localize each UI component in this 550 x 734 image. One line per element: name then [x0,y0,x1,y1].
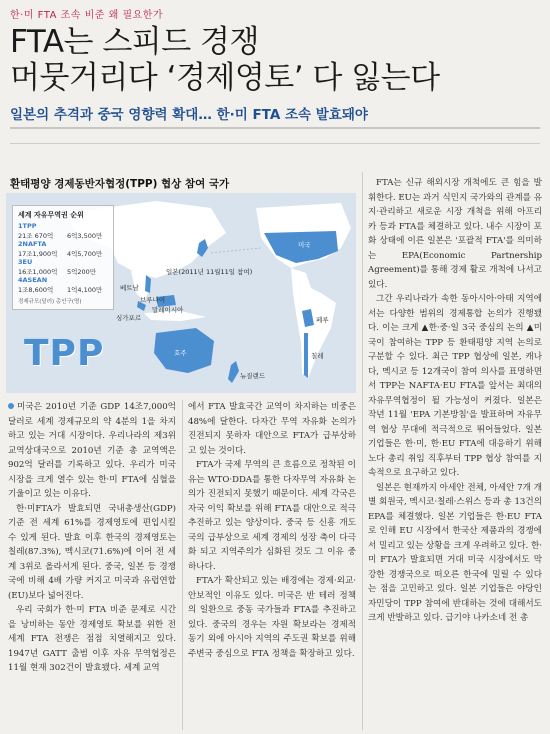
paragraph: 그간 우리나라가 속한 동아시아·아태 지역에서는 다양한 범위의 경제통합 논의가 진행됐다. 이는 크게 ▲한·중·일 3국 중심의 논의 ▲미국이 참여하는 TPP 등 환태평양 지역 논의로 구분할 수 있다. 최근 TPP 협상에 일본, 캐나다, 멕시코 등 12개국이 참여 의사를 표명하면서 TPP는 NAFTA·EU FTA를 앞서는 최대의 자유무역협정이 될 가능성이 커졌다. 일본은 작년 11월 'EPA 기본방침'을 발표하며 자유무역 협상 무대에 적극적으로 뛰어들었다. 일본 기업들은 한·미, 한·EU FTA에 대응하기 위해 노다 총리 취임 직후부터 TPP 협상 참여를 지속적으로 요구하고 있다. [368,294,542,478]
paragraph: FTA는 신규 해외시장 개척에도 큰 힘을 발휘한다. EU는 과거 식민지 국가와의 관계를 유지·관리하고 새로운 시장 개척을 위해 아프리카 등과 FTA를 체결하고 있다. 내수 시장이 포화 상태에 이른 일본은 '포괄적 FTA'를 의미하는 EPA(Economic Partnership Agreement)를 통해 경제 활로 개척에 나서고 있다. [368,178,542,290]
legend-row-economy: 17조1,900억 [18,250,58,258]
label-newzealand: 뉴질랜드 [240,372,266,380]
header-rule [10,127,540,129]
legend-row [18,222,110,240]
tpp-map [6,193,356,393]
legend-notes: 경제규모(달러) 총인구(명) [18,299,82,305]
article-column-3 [368,176,542,626]
label-singapore: 싱가포르 [116,314,142,322]
legend-row-population: 4억5,700만 [67,250,103,258]
paragraph: 일본은 현재까지 아세안 전체, 아세안 7개 개별 회원국, 멕시코·칠레·스위스 등과 총 13건의 EPA를 체결했다. 일본 기업들은 한·EU FTA로 인해 EU 시장에서 한국산 제품과의 경쟁에서 밀리고 있는 상황을 크게 우려하고 있다. 한·미 FTA가 발효되면 거대 미국 시장에서도 막강한 경쟁국으로 떠오른 한국에 밀릴 수 있다는 점을 고민하고 있다. 일본 기업들은 야당인 자민당이 TPP 참여에 반대하는 것에 대해서도 크게 반발하고 있다. 급기야 나카소네 전 총 [368,482,543,623]
legend-row-name: 3EU [18,258,33,266]
legend-row-economy: 16조1,000억 [18,268,58,276]
column-divider [182,400,183,730]
label-peru: 페루 [316,316,329,324]
headline-line-2: 머뭇거리다 ‘경제영토’ 다 잃는다 [10,60,440,96]
legend-row-name: 2NAFTA [18,240,47,248]
legend-title: 세계 자유무역권 순위 [18,211,84,219]
paragraph [8,400,176,502]
legend-row-population: 6억3,500만 [67,232,103,240]
map-legend [12,205,114,310]
legend-row-economy: 1조8,600억 [18,286,54,294]
article-column-1 [8,400,176,676]
legend-row [18,276,110,294]
legend-row-economy: 21조 670억 [18,232,54,240]
paragraph: 에서 FTA 발효국간 교역이 차지하는 비중은 48%에 달한다. 다자간 무역 자유화 논의가 진전되지 못하자 대안으로 FTA가 급부상하고 있는 것이다. [188,402,356,456]
headline [10,24,540,96]
bullet-icon [8,403,14,409]
label-brunei: 브루나이 [140,296,166,304]
legend-row-name: 4ASEAN [18,276,48,284]
label-malaysia: 말레이시아 [152,306,184,314]
tpp-logo-text: TPP [24,333,105,374]
label-vietnam: 베트남 [120,284,139,292]
label-japan: 일본(2011년 11월11일 참여) [166,268,253,276]
paragraph: FTA가 국제 무역의 큰 흐름으로 정착된 이유는 WTO·DDA를 통한 다자무역 자유화 논의가 진전되지 못했기 때문이다. 세계 각국은 자국 이익 확보를 위해 FTA를 대안으로 적극 추진하고 있는 양상이다. 중국 등 신흥 개도국의 급부상으로 세계 경제의 성장 축이 다극화 되고 지역주의가 심화된 것도 그 이유 중 하나다. [188,460,356,572]
headline-line-1: FTA는 스피드 경쟁 [10,24,259,60]
section-rule [10,143,540,144]
legend-row-population: 5억200만 [67,268,97,276]
kicker: 한·미 FTA 조속 비준 왜 필요한가 [10,10,164,21]
label-chile: 칠레 [311,352,324,360]
legend-row-name: 1TPP [18,222,37,230]
paragraph: 한·미FTA가 발효되면 국내총생산(GDP) 기준 전 세계 61%를 경제영토에 편입시킬 수 있게 된다. 발효 이후 한국의 경제영토는 칠레(87.3%), 멕시코(71.6%)에 이어 전 세계 3위로 올라서게 된다. 중국, 일본 등 경쟁국에 비해 4배 가량 커지고 미국과 유럽연합(EU)보다 넓어진다. [8,503,176,601]
map-title: 환태평양 경제동반자협정(TPP) 협상 참여 국가 [10,178,230,190]
label-australia: 호주 [174,349,187,357]
paragraph: FTA가 확산되고 있는 배경에는 경제·외교·안보적인 이유도 있다. 미국은 반 테러 정책의 일환으로 중동 국가들과 FTA를 추진하고 있다. 중국의 경우는 자원 확보라는 경제적 동기 외에 아시아 지역의 주도권 확보를 위해 주변국 중심으로 FTA 정책을 확장하고 있다. [188,576,356,659]
article-column-2 [188,400,356,661]
legend-row-population: 1억4,100만 [67,286,103,294]
label-usa: 미국 [298,241,311,249]
paragraph-text: 미국은 2010년 기준 GDP 14조7,000억 달러로 세계 경제규모의 약 4분의 1을 차지하고 있는 거대 시장이다. 우리나라의 제3위 교역상대국으로 2010년 기준 총 교역액은 902억 달러를 기록하고 있다. 우리가 미국 시장을 크게 열수 있는 한·미 FTA에 심혈을 기울이고 있는 이유다. [8,402,176,499]
paragraph: 우리 국회가 한·미 FTA 비준 문제로 시간을 낭비하는 동안 경제영토 확보를 위한 전 세계 FTA 전쟁은 점점 치열해지고 있다. 1947년 GATT 출범 이후 자유 무역협정은 11월 현재 302건이 발효됐다. 세계 교역 [8,605,176,673]
subheadline: 일본의 추격과 중국 영향력 확대… 한·미 FTA 조속 발효돼야 [10,107,368,123]
column-divider [362,172,363,730]
legend-row [18,258,110,276]
legend-row [18,240,110,258]
